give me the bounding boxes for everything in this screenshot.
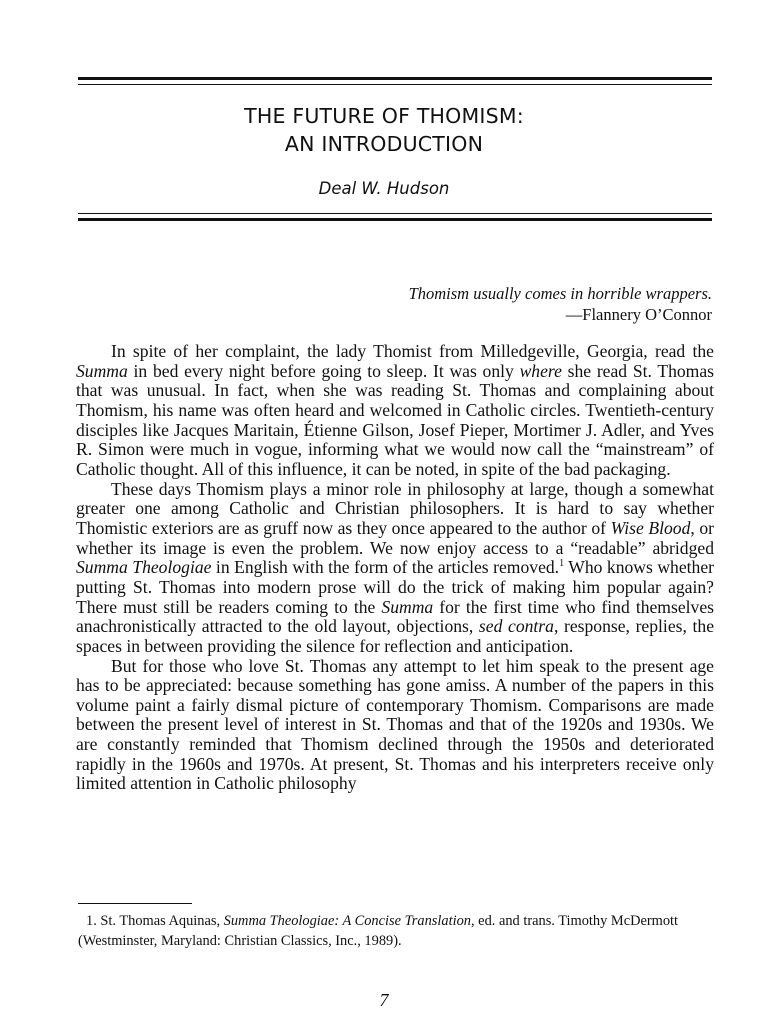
title-line-2: AN INTRODUCTION xyxy=(284,132,484,156)
footnote-text xyxy=(78,913,678,949)
text-run: 1. St. Thomas Aquinas, xyxy=(86,913,224,929)
header-rule-thick xyxy=(78,218,712,221)
text-run: In spite of her complaint, the lady Thomist from Milledgeville, Georgia, read the xyxy=(111,341,714,361)
author-name: Deal W. Hudson xyxy=(318,179,450,198)
italic-run: where xyxy=(519,360,562,381)
text-run: in bed every night before going to sleep. It was only xyxy=(127,360,520,381)
italic-run: Summa Theologiae: A Concise Translation xyxy=(223,913,471,929)
italic-run: Summa Theologiae xyxy=(76,557,212,578)
text-run: she read St. Thomas that was unusual. In fact, when she was reading St. Thomas and complaining about Thomism, his name was often heard and welcomed in Catholic circles. Twentieth-century disciples like Jacques Maritain, Étienne Gilson, Josef Pieper, Mortimer J. Adler, and Yves R. Simon were much in vogue, informing what we would now call the “mainstream” of Catholic thought. All of this influence, it can be noted, in spite of the bad packaging. xyxy=(76,360,714,479)
top-rule-thin xyxy=(78,84,712,85)
top-rule-thick xyxy=(78,77,712,80)
body-text xyxy=(76,342,714,794)
text-run: for the first time who find themselves anachronistically attracted to the old layout, objections, xyxy=(76,596,714,637)
epigraph xyxy=(252,284,712,325)
footnote-rule xyxy=(78,903,192,904)
text-run: , or whether its image is even the problem. We now enjoy access to a “readable” abridged xyxy=(76,517,715,558)
paragraph-2 xyxy=(76,480,714,657)
footnote-marker: 1 xyxy=(559,558,565,570)
epigraph-quote: Thomism usually comes in horrible wrappers. xyxy=(408,284,712,303)
italic-run: Summa xyxy=(76,360,128,381)
paragraph-1 xyxy=(76,342,714,480)
italic-run: sed contra xyxy=(478,616,554,637)
text-run: Who knows whether putting St. Thomas into modern prose will do the trick of making him popular again? There must still be readers coming to the xyxy=(76,557,715,617)
epigraph-attribution: —Flannery O’Connor xyxy=(565,304,712,324)
paragraph-3 xyxy=(76,657,714,795)
text-run: , response, replies, the spaces in between providing the silence for reflection and anticipation. xyxy=(76,616,714,656)
header-rule-thin xyxy=(78,213,712,214)
text-run: These days Thomism plays a minor role in philosophy at large, though a somewhat greater one among Catholic and Christian philosophers. It is hard to say whether Thomistic exteriors are as gruff now as they once appeared to the author of xyxy=(76,478,714,538)
footnote-1 xyxy=(78,911,718,951)
italic-run: Wise Blood xyxy=(610,517,691,538)
italic-run: Summa xyxy=(381,596,434,617)
text-run: in English with the form of the articles removed. xyxy=(211,557,560,578)
text-run: But for those who love St. Thomas any attempt to let him speak to the present age has to be appreciated: because something has gone amiss. A number of the papers in this volume paint a fairly dismal picture of contemporary Thomism. Comparisons are made between the present level of interest in St. Thomas and that of the 1920s and 1930s. We are constantly reminded that Thomism declined through the 1950s and deteriorated rapidly in the 1960s and 1970s. At present, St. Thomas and his interpreters receive only limited attention in Catholic philosophy xyxy=(76,655,714,794)
title-line-1: THE FUTURE OF THOMISM: xyxy=(244,104,524,128)
text-run: , ed. and trans. Timothy McDermott (Westminster, Maryland: Christian Classics, Inc., 1989). xyxy=(78,913,679,949)
page-number: 7 xyxy=(379,990,389,1010)
